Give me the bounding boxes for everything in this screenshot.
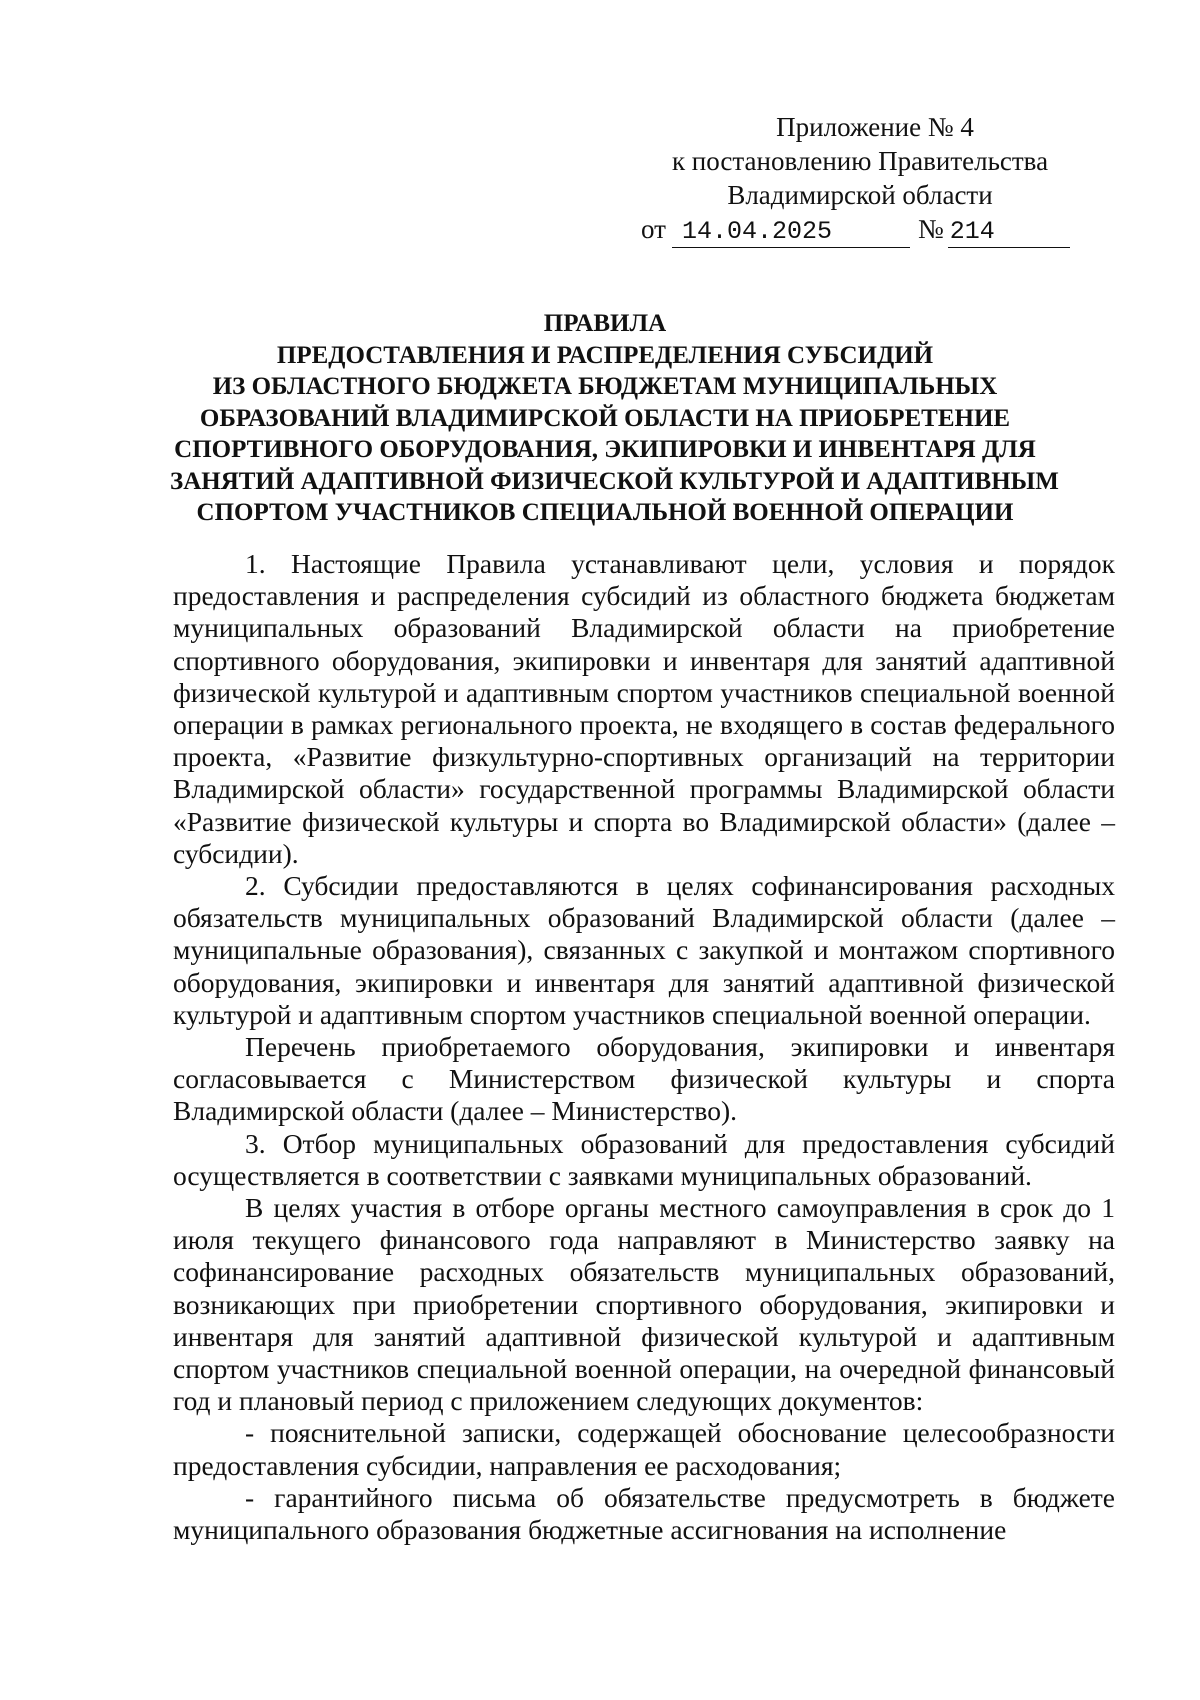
title-line: СПОРТИВНОГО ОБОРУДОВАНИЯ, ЭКИПИРОВКИ И ИНВЕНТАРЯ ДЛЯ	[174, 436, 1036, 463]
document-title	[170, 308, 1059, 529]
number-label: №	[917, 214, 944, 244]
title-line: ПРЕДОСТАВЛЕНИЯ И РАСПРЕДЕЛЕНИЯ СУБСИДИЙ	[276, 341, 934, 369]
title-line: ИЗ ОБЛАСТНОГО БЮДЖЕТА БЮДЖЕТАМ МУНИЦИПАЛЬНЫХ	[212, 373, 998, 400]
list-item-explanatory-note: - пояснительной записки, содержащей обоснование целесообразности предоставления субсидии, направления ее расходования;	[173, 1417, 1115, 1481]
title-line: ОБРАЗОВАНИЙ ВЛАДИМИРСКОЙ ОБЛАСТИ НА ПРИОБРЕТЕНИЕ	[199, 404, 1011, 432]
paragraph-1: 1. Настоящие Правила устанавливают цели, условия и порядок предоставления и распределения субсидий из областного бюджета бюджетам муниципальных образований Владимирской области на приобретение спортивного оборудования, экипировки и инвентаря для занятий адаптивной физической культурой и адаптивным спортом участников специальной военной операции в рамках регионального проекта, не входящего в состав федерального проекта, «Развитие физкультурно-спортивных организаций на территории Владимирской области» государственной программы Владимирской области «Развитие физической культуры и спорта во Владимирской области» (далее – субсидии).	[173, 548, 1115, 869]
date-label: от	[641, 214, 666, 244]
list-item-guarantee-letter: - гарантийного письма об обязательстве предусмотреть в бюджете муниципального образования бюджетные ассигнования на исполнение	[173, 1481, 1115, 1546]
appendix-title: Приложение № 4	[776, 112, 974, 142]
number-value: 214	[948, 217, 1070, 248]
title-line: ЗАНЯТИЙ АДАПТИВНОЙ ФИЗИЧЕСКОЙ КУЛЬТУРОЙ И АДАПТИВНЫМ	[170, 467, 1059, 495]
document-body	[173, 548, 1115, 1546]
paragraph-2: 2. Субсидии предоставляются в целях софинансирования расходных обязательств муниципальных образований Владимирской области (далее – муниципальные образования), связанных с закупкой и монтажом спортивного оборудования, экипировки и инвентаря для занятий адаптивной физической культурой и адаптивным спортом участников специальной военной операции.	[173, 870, 1115, 1030]
date-number-line	[641, 212, 1121, 248]
appendix-region: Владимирской области	[727, 180, 993, 210]
title-line: ПРАВИЛА	[543, 310, 667, 337]
title-line: СПОРТОМ УЧАСТНИКОВ СПЕЦИАЛЬНОЙ ВОЕННОЙ ОПЕРАЦИИ	[196, 499, 1014, 526]
appendix-reference: к постановлению Правительства	[671, 146, 1049, 176]
appendix-header	[620, 110, 1100, 212]
paragraph-3-application: В целях участия в отборе органы местного самоуправления в срок до 1 июля текущего финансового года направляют в Министерство заявку на софинансирование расходных обязательств муниципальных образований, возникающих при приобретении спортивного оборудования, экипировки и инвентаря для занятий адаптивной физической культурой и адаптивным спортом участников специальной военной операции, на очередной финансовый год и плановый период с приложением следующих документов:	[173, 1192, 1115, 1417]
paragraph-3: 3. Отбор муниципальных образований для предоставления субсидий осуществляется в соответствии с заявками муниципальных образований.	[173, 1127, 1115, 1191]
date-value: 14.04.2025	[672, 217, 910, 248]
paragraph-2-list: Перечень приобретаемого оборудования, экипировки и инвентаря согласовывается с Министерством физической культуры и спорта Владимирской области (далее – Министерство).	[173, 1031, 1115, 1127]
